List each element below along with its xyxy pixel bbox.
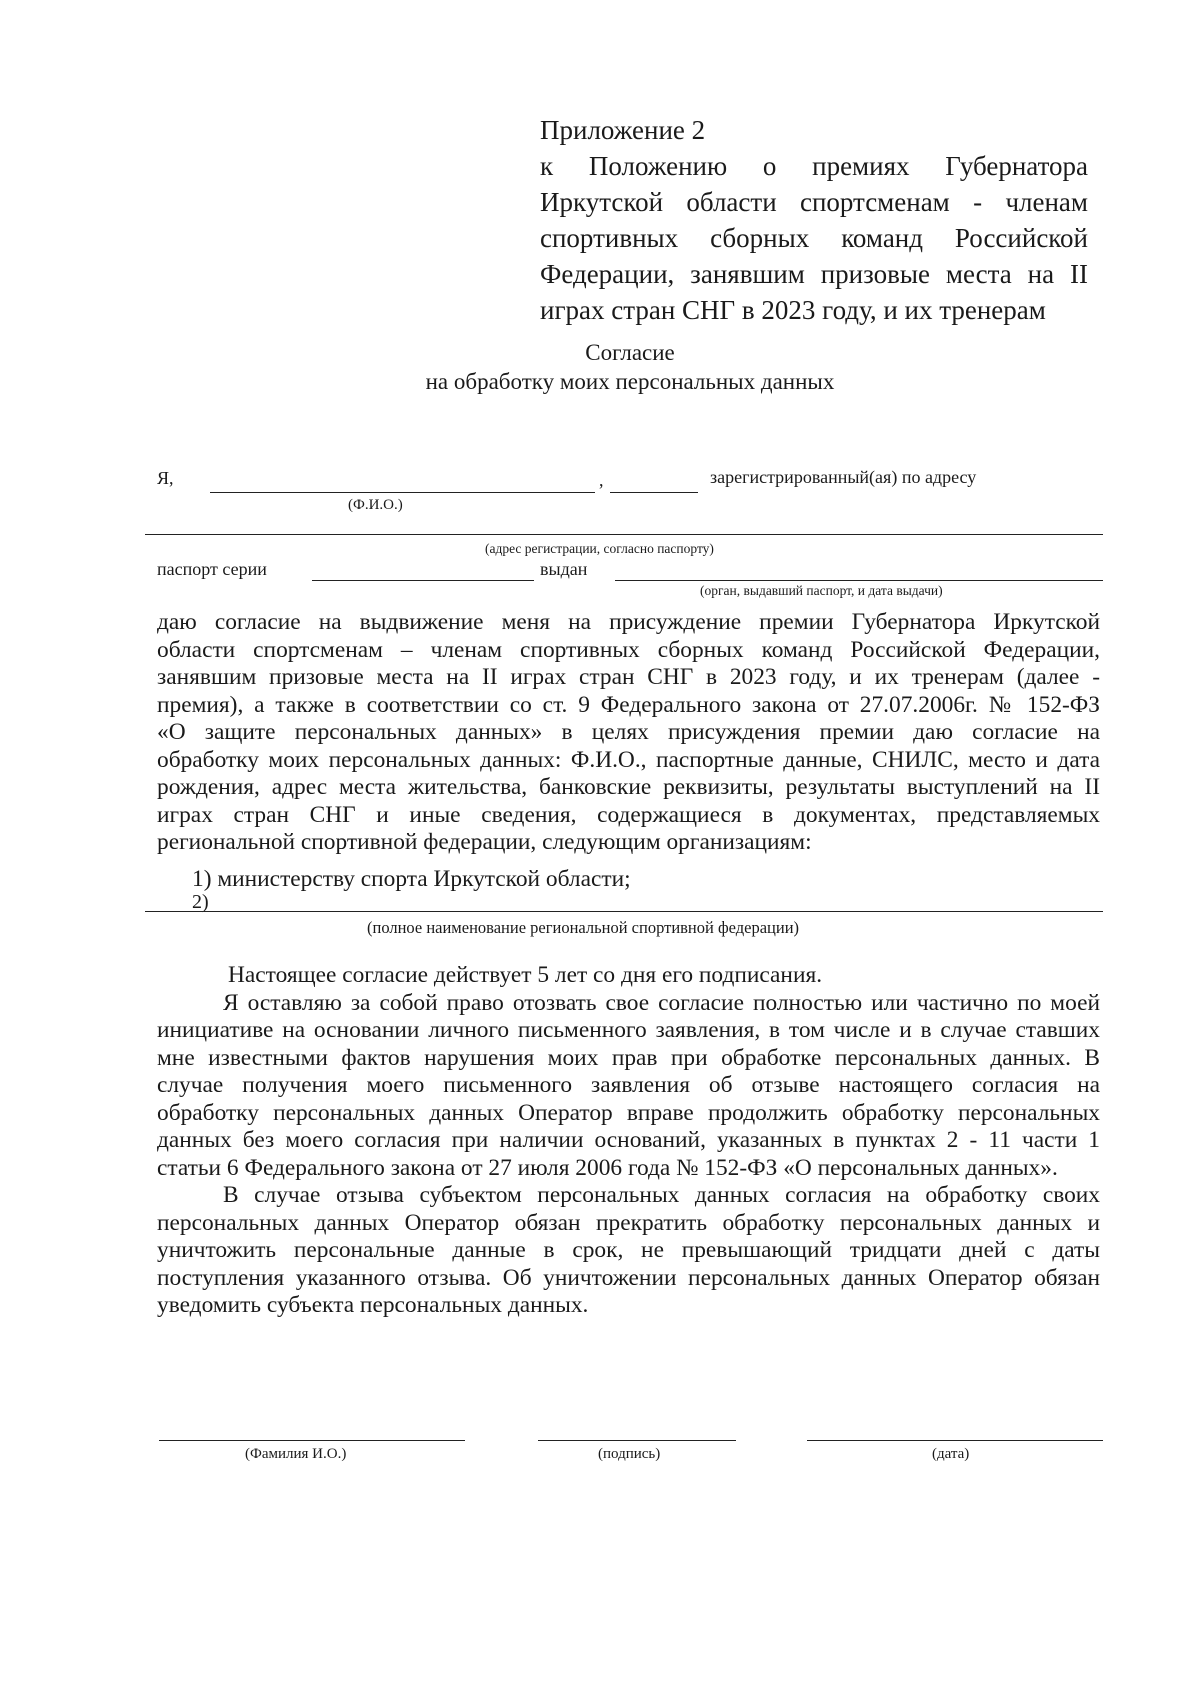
consent-line: играх стран СНГ и иные сведения, содержащиеся в документах, представляемых <box>157 801 1100 828</box>
withdrawal-line: обработку персональных данных Оператор вправе продолжить обработку персональных <box>157 1099 1100 1126</box>
appendix-line: Федерации, занявшим призовые места на II <box>540 259 1088 289</box>
date-signature-line[interactable] <box>807 1440 1103 1441</box>
appendix-line: к Положению о премиях Губернатора <box>540 151 1088 181</box>
consent-line: обработку моих персональных данных: Ф.И.О., паспортные данные, СНИЛС, место и дата <box>157 746 1100 773</box>
revocation-line: В случае отзыва субъектом персональных данных согласия на обработку своих <box>223 1182 1100 1208</box>
terms-section <box>157 962 1100 1320</box>
fio-field-line[interactable] <box>210 492 595 493</box>
name-signature-line[interactable] <box>159 1440 465 1441</box>
birth-field-line[interactable] <box>610 492 698 493</box>
withdrawal-line: случае получения моего письменного заявления об отзыве настоящего согласия на <box>157 1072 1100 1098</box>
signature-line[interactable] <box>538 1440 736 1441</box>
passport-series-field-line[interactable] <box>312 580 534 581</box>
appendix-line: Иркутской области спортсменам - членам <box>540 187 1088 217</box>
passport-series-label: паспорт серии <box>157 559 267 579</box>
consent-line: региональной спортивной федерации, следующим организациям: <box>157 829 812 855</box>
signature-caption: (подпись) <box>598 1446 661 1462</box>
withdrawal-line: Я оставляю за собой право отозвать свое согласие полностью или частично по моей <box>223 989 1100 1016</box>
consent-line: рождения, адрес места жительства, банковские реквизиты, результаты выступлений на II <box>157 774 1100 800</box>
name-caption: (Фамилия И.О.) <box>245 1446 347 1462</box>
document-title: Согласие <box>585 340 675 365</box>
withdrawal-line: статьи 6 Федерального закона от 27 июля 2006 года № 152-ФЗ «О персональных данных». <box>157 1154 1058 1181</box>
consent-line: даю согласие на выдвижение меня на присуждение премии Губернатора Иркутской <box>157 609 1100 635</box>
document-subtitle: на обработку моих персональных данных <box>425 369 835 394</box>
consent-line: области спортсменам – членам спортивных сборных команд Российской Федерации, <box>157 636 1100 663</box>
issuer-field-line[interactable] <box>615 580 1103 581</box>
issuer-caption: (орган, выдавший паспорт, и дата выдачи) <box>700 583 943 598</box>
address-caption: (адрес регистрации, согласно паспорту) <box>485 541 714 556</box>
consent-paragraph <box>157 609 1100 857</box>
revocation-line: персональных данных Оператор обязан прекратить обработку персональных данных и <box>157 1209 1100 1236</box>
validity-paragraph: Настоящее согласие действует 5 лет со дня его подписания. <box>228 962 823 988</box>
comma-label: , <box>599 470 604 490</box>
withdrawal-line: мне известными фактов нарушения моих прав при обработке персональных данных. В <box>157 1044 1100 1071</box>
address-field-line[interactable] <box>145 534 1103 535</box>
issued-label: выдан <box>540 559 588 579</box>
revocation-line: поступления указанного отзыва. Об уничтожении персональных данных Оператор обязан <box>157 1264 1100 1291</box>
withdrawal-line: инициативе на основании личного письменного заявления, в том числе и в случае ставших <box>157 1017 1100 1043</box>
appendix-header <box>540 112 1088 328</box>
registered-label: зарегистрированный(ая) по адресу <box>710 467 977 487</box>
org-item-2: 2) <box>192 891 209 913</box>
consent-line: премия), а также в соответствии со ст. 9 Федерального закона от 27.07.2006г. № 152-ФЗ <box>157 691 1100 718</box>
appendix-number: Приложение 2 <box>540 115 706 145</box>
consent-line: «О защите персональных данных» в целях присуждения премии даю согласие на <box>157 719 1100 745</box>
withdrawal-line: данных без моего согласия при наличии оснований, указанных в пунктах 2 - 11 части 1 <box>157 1127 1100 1153</box>
federation-field-line[interactable] <box>145 911 1103 912</box>
ya-label: Я, <box>157 468 174 488</box>
appendix-line: спортивных сборных команд Российской <box>540 223 1088 253</box>
date-caption: (дата) <box>932 1446 970 1462</box>
org-item-1: 1) министерству спорта Иркутской области; <box>192 866 631 892</box>
consent-line: занявшим призовые места на II играх стран СНГ в 2023 году, и их тренерам (далее - <box>157 664 1100 690</box>
revocation-line: уведомить субъекта персональных данных. <box>157 1292 589 1318</box>
revocation-line: уничтожить персональные данные в срок, не превышающий тридцати дней с даты <box>157 1237 1100 1263</box>
federation-caption: (полное наименование региональной спортивной федерации) <box>367 918 800 937</box>
fio-caption: (Ф.И.О.) <box>348 497 403 513</box>
appendix-line: играх стран СНГ в 2023 году, и их тренерам <box>540 295 1046 325</box>
